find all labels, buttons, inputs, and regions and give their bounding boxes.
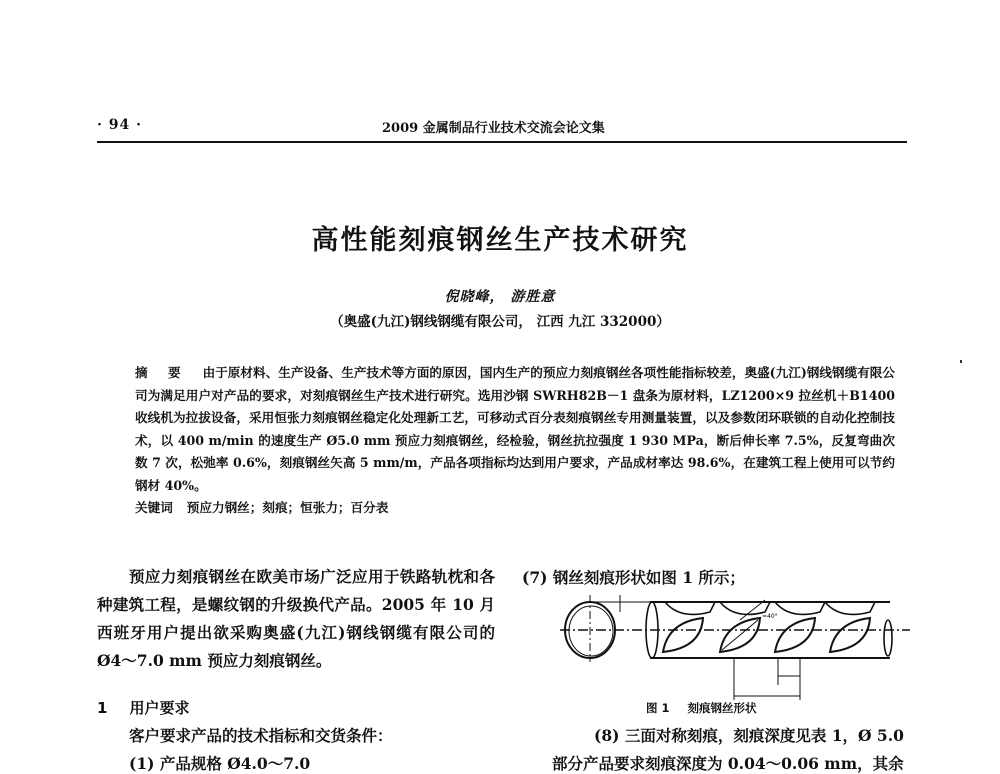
left-column — [97, 563, 495, 675]
abstract — [135, 362, 895, 498]
figure-caption — [0, 700, 1000, 716]
keywords-text: 预应力钢丝；刻痕；恒张力；百分表 — [186, 500, 389, 515]
keywords-label: 关键词 — [135, 500, 173, 515]
section-title: 用户要求 — [129, 699, 190, 717]
affiliation: （奥盛(九江)钢线钢缆有限公司， 江西 九江 332000） — [330, 314, 670, 330]
item-8-continued-partial: 部分产品要求刻痕深度为 0.04～0.06 mm，其余 — [552, 754, 904, 773]
section-number: 1 — [97, 699, 108, 717]
abstract-text: 由于原材料、生产设备、生产技术等方面的原因，国内生产的预应力刻痕钢丝各项性能指标较差，奥盛(九江)钢线钢缆有限公司为满足用户对产品的要求，对刻痕钢丝生产技术进行研究。选用沙钢 SWRH82B－1 盘条为原材料，LZ1200×9 拉丝机＋B1400 收线机为拉拔设备，采用恒张力刻痕钢丝稳定化处理新工艺，可移动式百分表刻痕钢丝专用测量装置，以及参数闭环联锁的自动化控制技术，以 400 m/min 的速度生产 Ø5.0 mm 预应力刻痕钢丝，经检验，钢丝抗拉强度 1 930 MPa，断后伸长率 7.5%，反复弯曲次数 7 次，松弛率 0.6%，刻痕钢丝矢高 5 mm/m，产品各项指标均达到用户要求，产品成材率达 98.6%，在建筑工程上使用可以节约钢材 40%。 — [135, 365, 896, 493]
scan-artifact — [960, 360, 962, 363]
angle-label: ≈40° — [762, 613, 778, 620]
page-number: · 94 · — [97, 117, 142, 133]
authors: 倪晓峰， 游胜意 — [444, 289, 556, 305]
indented-wire-diagram — [560, 590, 920, 700]
header-rule — [97, 141, 907, 143]
paper-title: 高性能刻痕钢丝生产技术研究 — [311, 225, 689, 256]
figure-caption-text: 刻痕钢丝形状 — [687, 701, 757, 715]
figure-indented-wire — [560, 590, 920, 700]
item-7: (7) 钢丝刻痕形状如图 1 所示； — [522, 568, 745, 587]
running-header — [97, 117, 907, 137]
journal-title: 2009 金属制品行业技术交流会论文集 — [382, 121, 605, 136]
figure-number: 图 1 — [646, 701, 670, 715]
intro-paragraph: 预应力刻痕钢丝在欧美市场广泛应用于铁路轨枕和各种建筑工程，是螺纹钢的升级换代产品。2005 年 10 月西班牙用户提出欲采购奥盛(九江)钢线钢缆有限公司的 Ø4～7.0 mm 预应力刻痕钢丝。 — [97, 567, 495, 670]
section-text-line-partial: (1) 产品规格 Ø4.0～7.0 — [129, 754, 311, 773]
section-text-line: 客户要求产品的技术指标和交货条件： — [129, 726, 393, 745]
abstract-label: 摘 要 — [135, 365, 189, 380]
item-8: (8) 三面对称刻痕，刻痕深度见表 1，Ø 5.0 — [594, 726, 904, 745]
keywords — [135, 497, 895, 516]
